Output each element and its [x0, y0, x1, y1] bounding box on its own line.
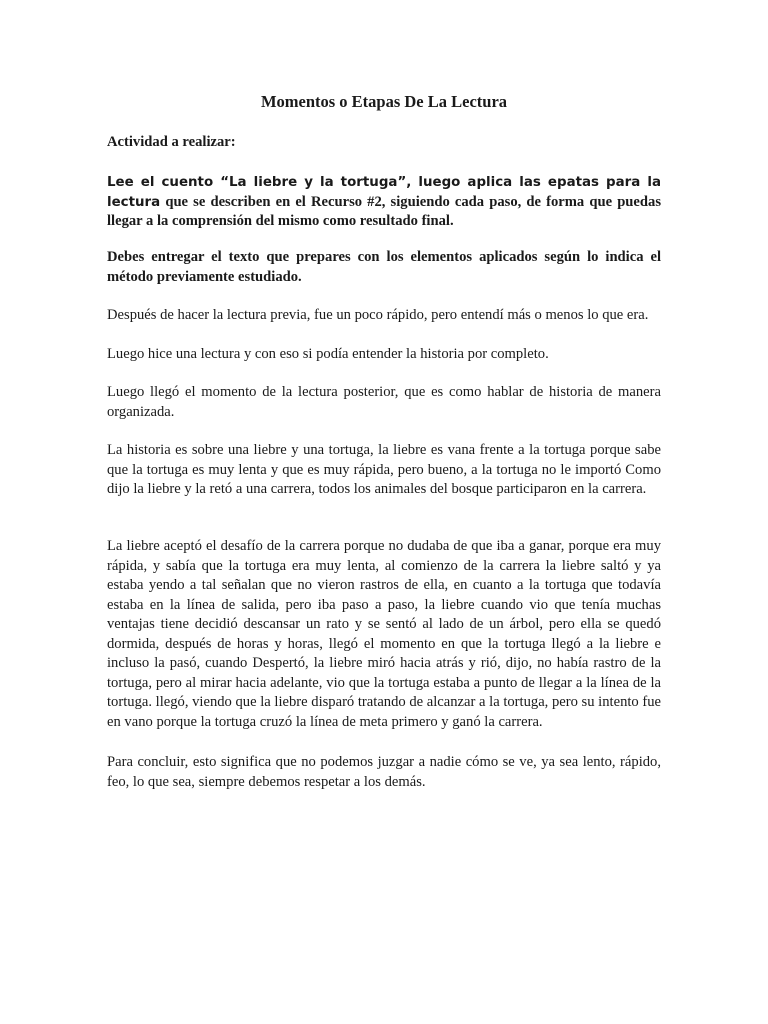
- instruction-text-part1: Lee el cuento “La liebre y la tortuga”, luego aplica las epatas para la lectura: [107, 175, 661, 210]
- instruction-text-part2: que se describen en el Recurso #2, siguiendo cada paso, de forma que puedas llegar a la comprensión del mismo como resultado final.: [107, 193, 661, 229]
- paragraph-historia: La historia es sobre una liebre y una tortuga, la liebre es vana frente a la tortuga porque sabe que la tortuga es muy lenta y que es muy rápida, pero bueno, a la tortuga no le importó Como dijo la liebre y la retó a una carrera, todos los animales del bosque participaron en la carrera.: [107, 442, 661, 497]
- paragraph-conclusion: Para concluir, esto significa que no podemos juzgar a nadie cómo se ve, ya sea lento, rápido, feo, lo que sea, siempre debemos respetar a los demás.: [107, 754, 661, 790]
- paragraph-lectura-previa: Después de hacer la lectura previa, fue un poco rápido, pero entendí más o menos lo que era.: [107, 307, 649, 323]
- paragraph-lectura-posterior: Luego llegó el momento de la lectura posterior, que es como hablar de historia de manera organizada.: [107, 384, 661, 420]
- paragraph-lectura: Luego hice una lectura y con eso si podía entender la historia por completo.: [107, 346, 549, 362]
- activity-heading: Actividad a realizar:: [107, 134, 236, 150]
- document-title: Momentos o Etapas De La Lectura: [260, 92, 508, 111]
- paragraph-carrera: La liebre aceptó el desafío de la carrera porque no dudaba de que iba a ganar, porque era muy rápida, y sabía que la tortuga era muy lenta, al comienzo de la carrera la liebre saltó y ya estaba yendo a tal señalan que no vieron rastros de ella, en cuanto a la tortuga que todavía estaba en la línea de salida, pero iba paso a paso, la liebre cuando vio que tenía muchas ventajas tiene decidió descansar un rato y se sentó al lado de un árbol, pero ella se quedó dormida, después de horas y horas, llegó el momento en que la tortuga llegó a la liebre e incluso la pasó, cuando Despertó, la liebre miró hacia atrás y rió, dijo, no había rastro de la tortuga, pero al mirar hacia adelante, vio que la tortuga estaba a punto de llegar a la línea de la tortuga. llegó, viendo que la liebre disparó tratando de alcanzar a la tortuga, pero su intento fue en vano porque la tortuga cruzó la línea de meta primero y ganó la carrera.: [107, 538, 661, 730]
- activity-instruction: [107, 173, 661, 232]
- delivery-instruction: Debes entregar el texto que prepares con los elementos aplicados según lo indica el método previamente estudiado.: [107, 249, 661, 285]
